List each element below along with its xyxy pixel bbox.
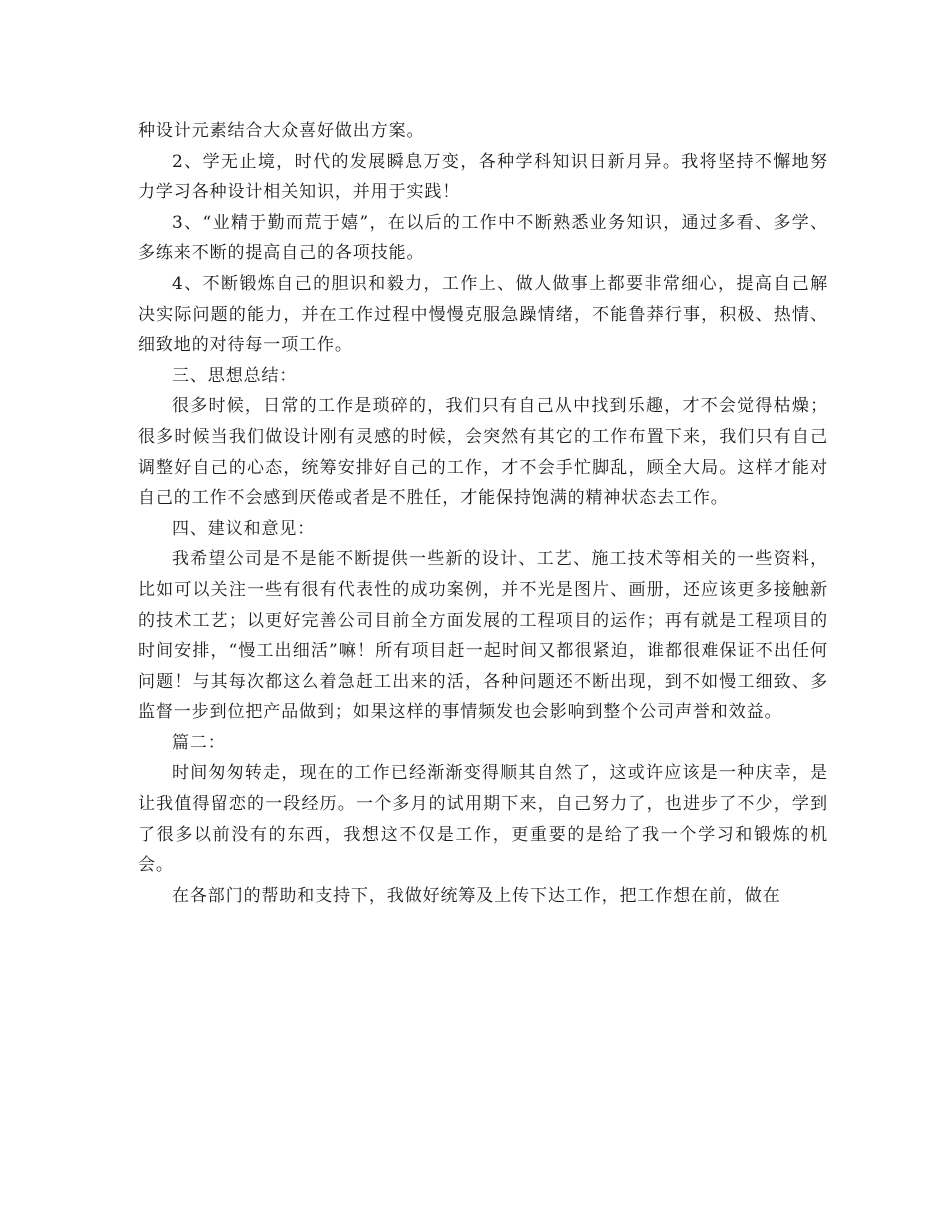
section-heading-thoughts: 三、思想总结： (172, 365, 298, 386)
paragraph-suggestions: 我希望公司是不是能不断提供一些新的设计、工艺、施工技术等相关的一些资料，比如可以关注一些有很有代表性的成功案例，并不光是图片、画册，还应该更多接触新的技术工艺；以更好完善公司目前全方面发展的工程项目的运作；再有就是工程项目的时间安排，“慢工出细活”嘛！所有项目赶一起时间又都很紧迫，谁都很难保证不出任何问题！与其每次都这么着急赶工出来的活，各种问题还不断出现，到不如慢工细致、多监督一步到位把产品做到；如果这样的事情频发也会影响到整个公司声誉和效益。 (138, 549, 828, 723)
section-heading-part-two: 篇二： (172, 732, 226, 753)
paragraph-item-2: 2、学无止境，时代的发展瞬息万变，各种学科知识日新月异。我将坚持不懈地努力学习各种设计相关知识，并用于实践！ (138, 151, 828, 203)
paragraph-item-3: 3、“业精于勤而荒于嬉”，在以后的工作中不断熟悉业务知识，通过多看、多学、多练来不断的提高自己的各项技能。 (138, 212, 828, 264)
paragraph-part-two-cont: 在各部门的帮助和支持下，我做好统筹及上传下达工作，把工作想在前，做在 (172, 885, 781, 906)
paragraph-continuation: 种设计元素结合大众喜好做出方案。 (138, 121, 425, 141)
section-heading-suggestions: 四、建议和意见： (172, 518, 316, 539)
paragraph-thoughts: 很多时候，日常的工作是琐碎的，我们只有自己从中找到乐趣，才不会觉得枯燥；很多时候当我们做设计刚有灵感的时候，会突然有其它的工作布置下来，我们只有自己调整好自己的心态，统筹安排好自己的工作，才不会手忙脚乱，顾全大局。这样才能对自己的工作不会感到厌倦或者是不胜任，才能保持饱满的精神状态去工作。 (138, 396, 828, 509)
paragraph-item-4: 4、不断锻炼自己的胆识和毅力，工作上、做人做事上都要非常细心，提高自己解决实际问题的能力，并在工作过程中慢慢克服急躁情绪，不能鲁莽行事，积极、热情、细致地的对待每一项工作。 (138, 273, 828, 356)
paragraph-part-two-intro: 时间匆匆转走，现在的工作已经渐渐变得顺其自然了，这或许应该是一种庆幸，是让我值得留恋的一段经历。一个多月的试用期下来，自己努力了，也进步了不少，学到了很多以前没有的东西，我想这不仅是工作，更重要的是给了我一个学习和锻炼的机会。 (138, 763, 828, 876)
document-body (138, 116, 828, 911)
